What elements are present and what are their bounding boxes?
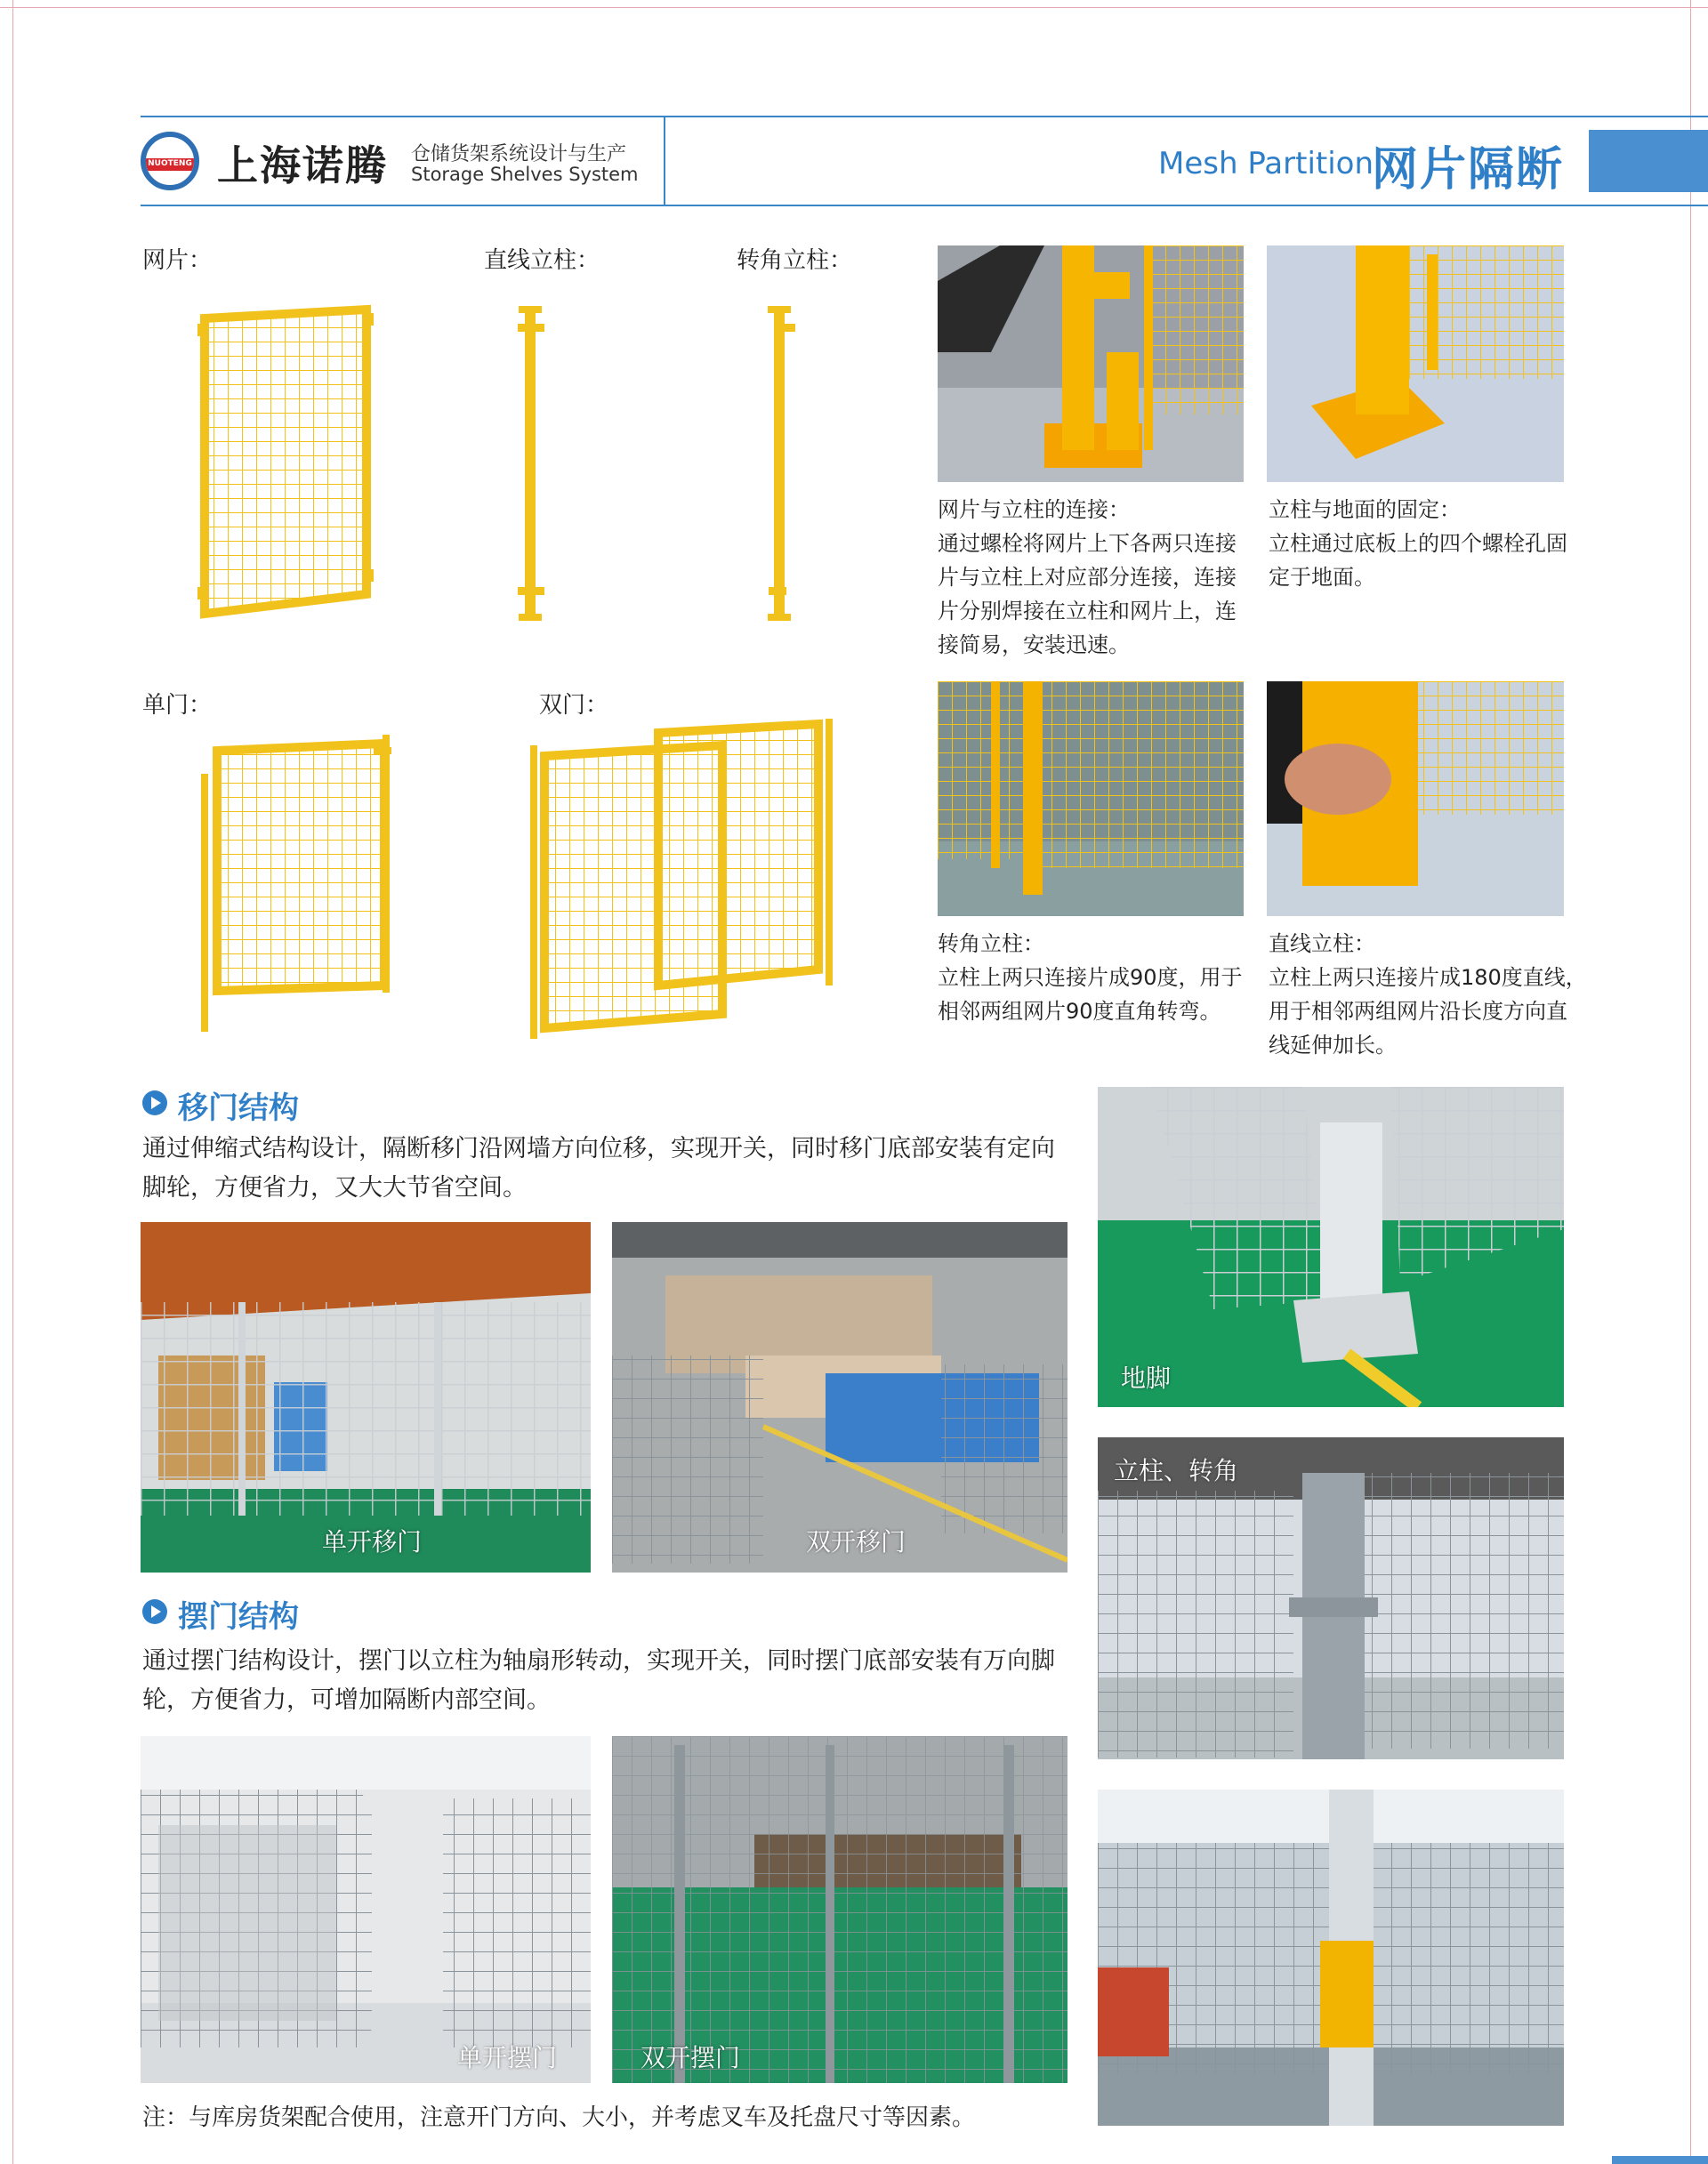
sliding-section-title: 移门结构 bbox=[178, 1090, 299, 1126]
photo-straight-post bbox=[1267, 681, 1564, 916]
photo-post-floor-fixing bbox=[1267, 245, 1564, 482]
swing-section-title: 摆门结构 bbox=[178, 1599, 299, 1635]
caption-double-sliding-door: 双开移门 bbox=[806, 1527, 906, 1557]
photo-foot bbox=[1098, 1087, 1564, 1407]
caption-post-floor-title: 立柱与地面的固定： bbox=[1269, 497, 1461, 522]
photo-mesh-post-connection bbox=[938, 245, 1244, 482]
photo-single-swing-door bbox=[141, 1736, 591, 2083]
single-door-illustration bbox=[201, 735, 391, 1032]
mesh-panel-label: 网片： bbox=[142, 247, 213, 274]
caption-mesh-post-connection-line3: 片分别焊接在立柱和网片上，连 bbox=[938, 599, 1237, 623]
photo-installation bbox=[1098, 1790, 1564, 2126]
footer-note: 注：与库房货架配合使用，注意开门方向、大小，并考虑叉车及托盘尺寸等因素。 bbox=[142, 2104, 976, 2131]
sliding-desc-line2: 脚轮，方便省力，又大大节省空间。 bbox=[142, 1174, 527, 1202]
straight-post-label: 直线立柱： bbox=[484, 247, 600, 274]
double-door-label: 双门： bbox=[539, 692, 609, 719]
caption-double-swing-door: 双开摆门 bbox=[640, 2043, 741, 2072]
swing-section-icon bbox=[142, 1599, 167, 1624]
caption-post-floor-line2: 定于地面。 bbox=[1269, 565, 1375, 590]
single-door-label: 单门： bbox=[142, 692, 213, 719]
caption-post-corner: 立柱、转角 bbox=[1114, 1456, 1239, 1485]
corner-post-label: 转角立柱： bbox=[737, 247, 853, 274]
swing-desc-line2: 轮，方便省力，可增加隔断内部空间。 bbox=[142, 1686, 551, 1714]
photo-post-corner bbox=[1098, 1437, 1564, 1759]
caption-single-swing-door: 单开摆门 bbox=[457, 2043, 558, 2072]
photo-corner-post bbox=[938, 681, 1244, 916]
caption-post-floor-line1: 立柱通过底板上的四个螺栓孔固 bbox=[1269, 531, 1567, 556]
photo-double-swing-door bbox=[612, 1736, 1068, 2083]
caption-mesh-post-connection-title: 网片与立柱的连接： bbox=[938, 497, 1130, 522]
page-title-en: Mesh Partition bbox=[1158, 146, 1374, 181]
caption-foot: 地脚 bbox=[1121, 1364, 1172, 1393]
caption-corner-post-title: 转角立柱： bbox=[938, 931, 1044, 956]
caption-mesh-post-connection-line2: 片与立柱上对应部分连接，连接 bbox=[938, 565, 1237, 590]
bottom-blue-tab bbox=[1612, 2156, 1708, 2164]
swing-desc-line1: 通过摆门结构设计，摆门以立柱为轴扇形转动，实现开关，同时摆门底部安装有万向脚 bbox=[142, 1647, 1055, 1675]
caption-straight-post-line1: 立柱上两只连接片成180度直线， bbox=[1269, 965, 1587, 990]
corner-post-illustration bbox=[768, 306, 795, 621]
caption-mesh-post-connection-line4: 接简易，安装迅速。 bbox=[938, 632, 1130, 657]
caption-corner-post-line1: 立柱上两只连接片成90度，用于 bbox=[938, 965, 1243, 990]
caption-straight-post-line2: 用于相邻两组网片沿长度方向直 bbox=[1269, 999, 1567, 1024]
tagline-cn: 仓储货架系统设计与生产 bbox=[411, 143, 627, 165]
caption-straight-post-title: 直线立柱： bbox=[1269, 931, 1375, 956]
straight-post-illustration bbox=[518, 306, 544, 621]
double-door-illustration bbox=[530, 719, 833, 1039]
caption-corner-post-line2: 相邻两组网片90度直角转弯。 bbox=[938, 999, 1221, 1024]
photo-single-sliding-door bbox=[141, 1222, 591, 1573]
caption-straight-post-line3: 线延伸加长。 bbox=[1269, 1033, 1397, 1058]
logo-text: NUOTENG bbox=[148, 159, 192, 168]
caption-single-sliding-door: 单开移门 bbox=[322, 1527, 423, 1557]
sliding-section-icon bbox=[142, 1090, 167, 1115]
caption-mesh-post-connection-line1: 通过螺栓将网片上下各两只连接 bbox=[938, 531, 1237, 556]
sliding-desc-line1: 通过伸缩式结构设计，隔断移门沿网墙方向位移，实现开关，同时移门底部安装有定向 bbox=[142, 1135, 1055, 1162]
company-name: 上海诺腾 bbox=[217, 141, 388, 189]
page-title-cn: 网片隔断 bbox=[1372, 143, 1565, 197]
mesh-panel-illustration bbox=[197, 310, 374, 614]
photo-double-sliding-door bbox=[612, 1222, 1068, 1573]
tagline-en: Storage Shelves System bbox=[411, 164, 639, 185]
